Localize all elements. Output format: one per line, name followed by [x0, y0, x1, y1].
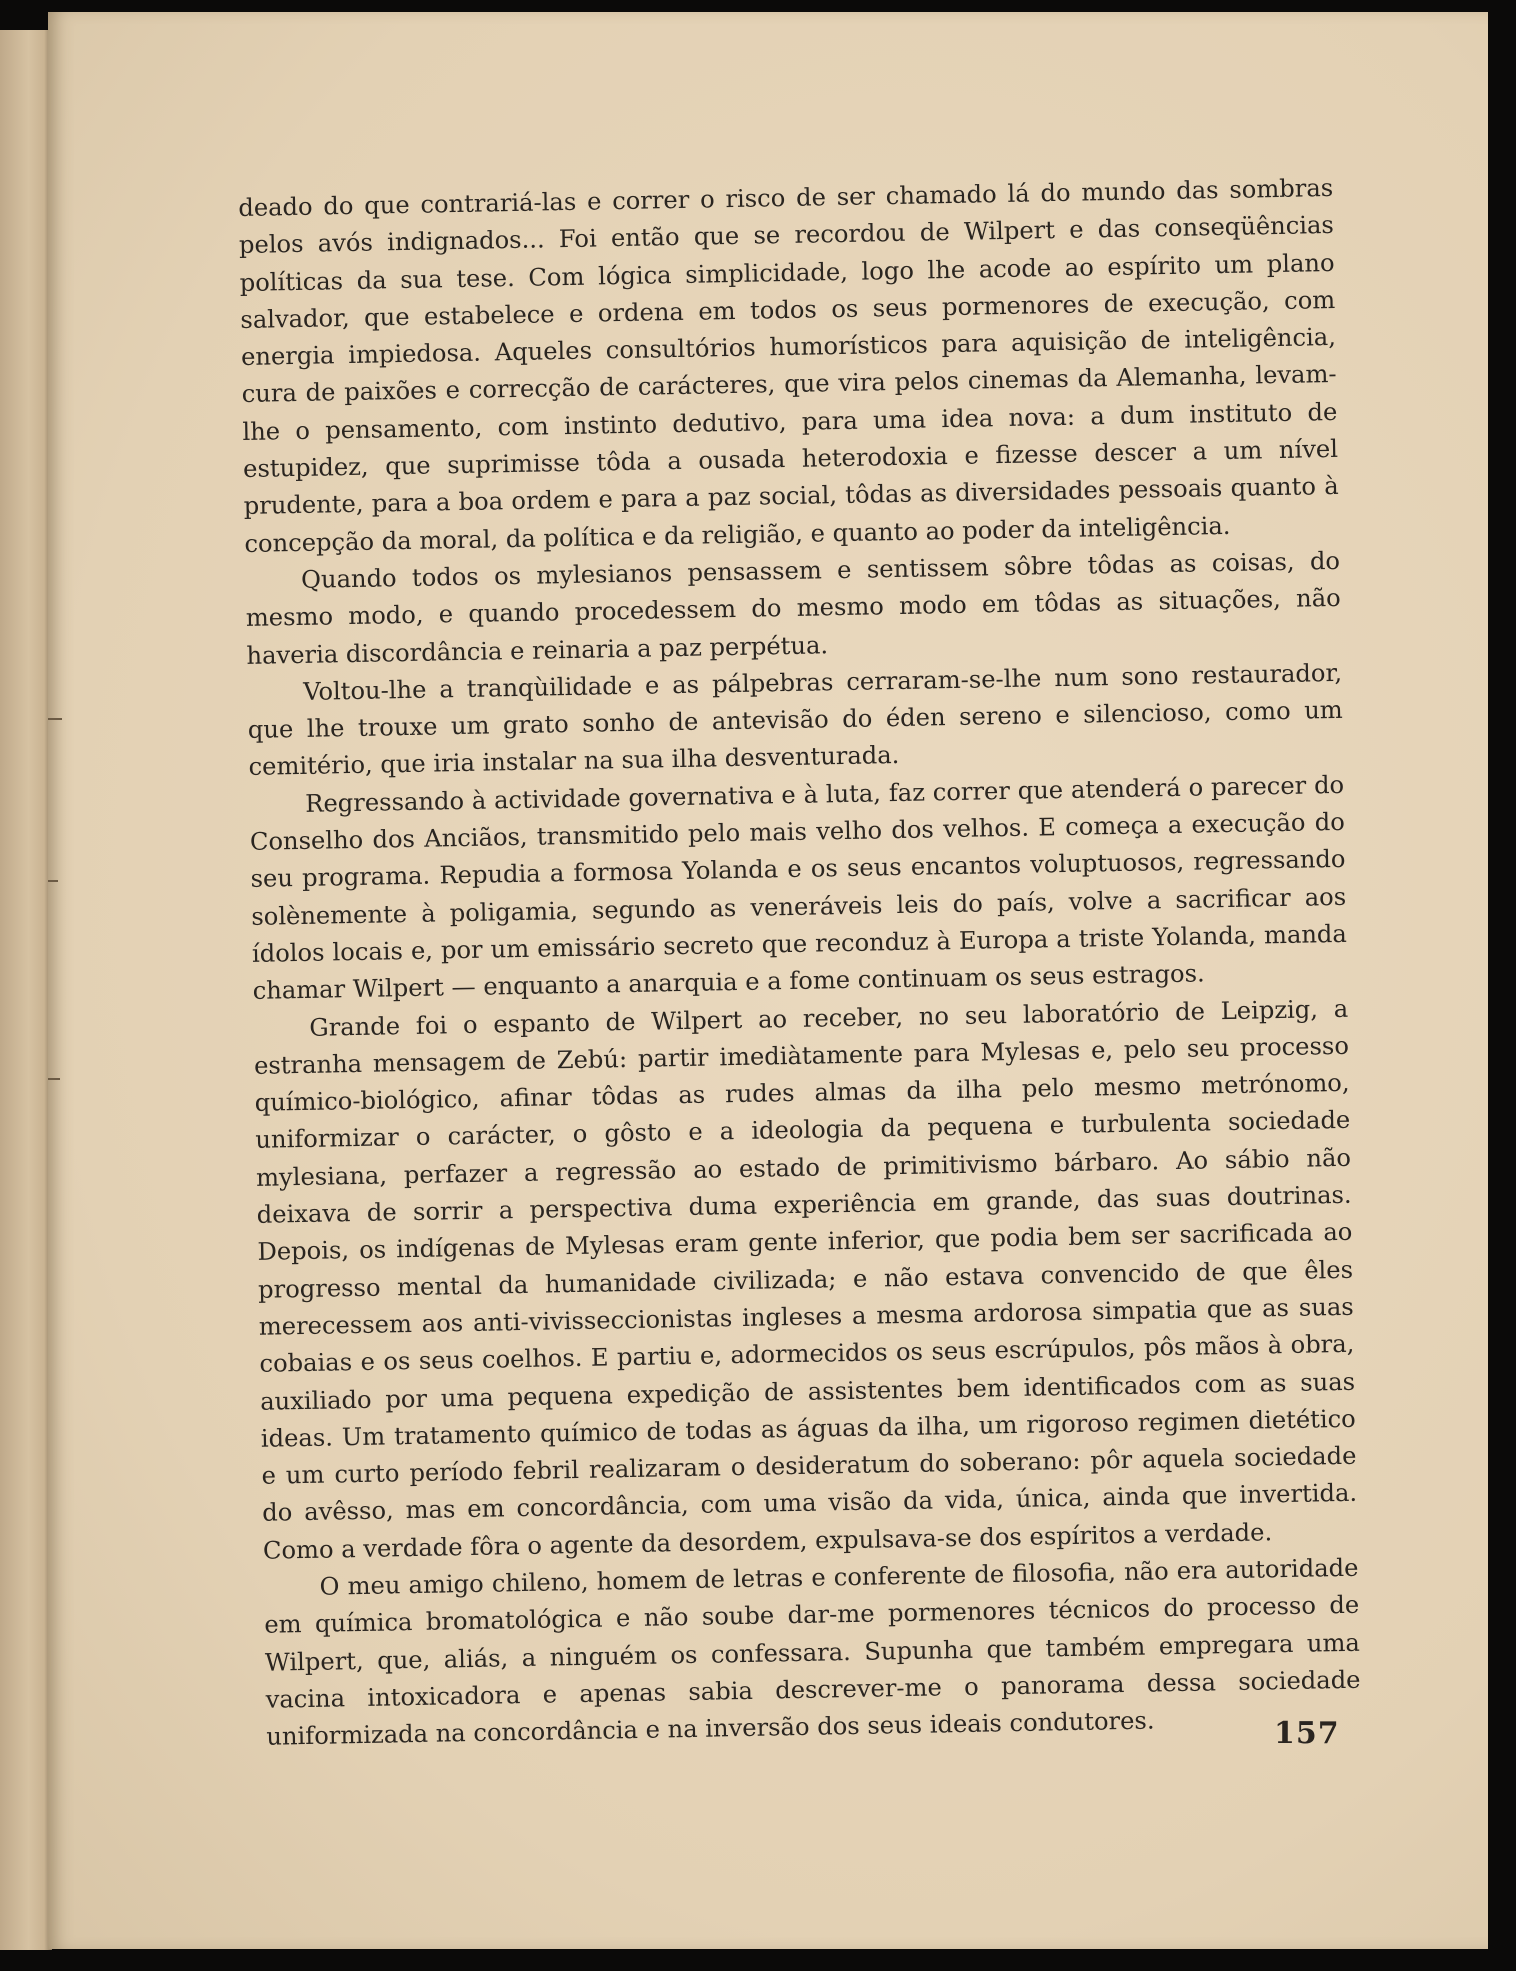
- paragraph: Regressando à actividade governativa e à luta, faz correr que atenderá o parecer do Conselho dos Anciãos, transmitido pelo mais velho dos velhos. E começa a execução do seu programa. Repudia a formosa Yolanda e os seus encantos voluptuosos, regressando solènemente à poligamia, segundo as veneráveis leis do país, volve a sacrificar aos ídolos locais e, por um emissário secreto que reconduz à Europa a triste Yolanda, manda chamar Wilpert — enquanto a anarquia e a fome continuam os seus estragos.: [249, 770, 1348, 1006]
- paragraph: deado do que contrariá-las e correr o risco de ser chamado lá do mundo das sombras pelos avós indignados... Foi então que se recordou de Wilpert e das conseqüências políticas da sua tese. Com lógica simplicidade, logo lhe acode ao espírito um plano salvador, que estabelece e ordena em todos os seus pormenores de execução, com energia impiedosa. Aqueles consultórios humorísticos para aquisição de inteligência, cura de paixões e correcção de carácteres, que vira pelos cinemas da Alemanha, levam-lhe o pensamento, com instinto dedutivo, para uma idea nova: a dum instituto de estupidez, que suprimisse tôda a ousada heterodoxia e fizesse descer a um nível prudente, para a boa ordem e para a paz social, tôdas as diversidades pessoais quanto à concepção da moral, da política e da religião, e quanto ao poder da inteligência.: [238, 173, 1339, 558]
- paragraph: Grande foi o espanto de Wilpert ao receber, no seu laboratório de Leipzig, a estranha mensagem de Zebú: partir imediàtamente para Mylesas e, pelo seu processo químico-biológico, afinar tôdas as rudes almas da ilha pelo mesmo metrónomo, uniformizar o carácter, o gôsto e a ideologia da pequena e turbulenta sociedade mylesiana, perfazer a regressão ao estado de primitivismo bárbaro. Ao sábio não deixava de sorrir a perspectiva duma experiência em grande, das suas doutrinas. Depois, os indígenas de Mylesas eram gente inferior, que podia bem ser sacrificada ao progresso mental da humanidade civilizada; e não estava convencido de que êles merecessem aos anti-vivisseccionistas ingleses a mesma ardorosa simpatia que as suas cobaias e os seus coelhos. E partiu e, adormecidos os seus escrúpulos, pôs mãos à obra, auxiliado por uma pequena expedição de assistentes bem identificados com as suas ideas. Um tratamento químico de todas as águas da ilha, um rigoroso regimen dietético e um curto período febril realizaram o desideratum do soberano: pôr aquela sociedade do avêsso, mas em concordância, com uma visão da vida, única, ainda que invertida. Como a verdade fôra o agente da desordem, expulsava-se dos espíritos a verdade.: [253, 994, 1358, 1565]
- facing-page-edge: [0, 30, 52, 1950]
- page-number: 157: [1274, 1716, 1340, 1751]
- page-sheet: [48, 12, 1488, 1949]
- paragraph: Quando todos os mylesianos pensassem e sentissem sôbre tôdas as coisas, do mesmo modo, e quando procedessem do mesmo modo em tôdas as situações, não haveria discordância e reinaria a paz perpétua.: [245, 546, 1341, 670]
- paragraph: Voltou-lhe a tranqùilidade e as pálpebras cerraram-se-lhe num sono restaurador, que lhe trouxe um grato sonho de antevisão do éden sereno e silencioso, como um cemitério, que iria instalar na sua ilha desventurada.: [247, 658, 1343, 782]
- body-text: [238, 170, 1362, 1756]
- margin-mark: [48, 718, 62, 720]
- margin-mark: [48, 880, 58, 882]
- margin-mark: [48, 1078, 60, 1080]
- paragraph: O meu amigo chileno, homem de letras e conferente de filosofia, não era autoridade em química bromatológica e não soube dar-me pormenores técnicos do processo de Wilpert, que, aliás, a ninguém os confessara. Supunha que também empregara uma vacina intoxicadora e apenas sabia descrever-me o panorama dessa sociedade uniformizada na concordância e na inversão dos seus ideais condutores.: [264, 1553, 1361, 1751]
